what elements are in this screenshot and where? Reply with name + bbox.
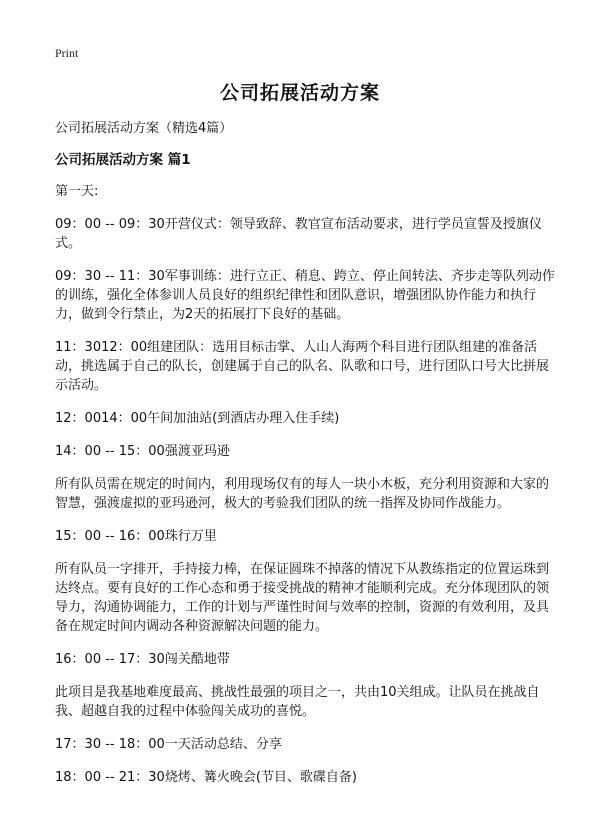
document-body bbox=[55, 119, 555, 801]
document-subtitle: 公司拓展活动方案（精选4篇） bbox=[55, 121, 233, 136]
page-title: 公司拓展活动方案 bbox=[219, 82, 380, 104]
paragraph-bonfire: 18：00 -- 21：30烧烤、篝火晚会(节目、歌碟自备) bbox=[55, 770, 357, 785]
paragraph-challenge-heading: 16：00 -- 17：30闯关酷地带 bbox=[55, 652, 230, 667]
paragraph-military-training: 09：30 -- 11：30军事训练：进行立正、稍息、跨立、停止间转法、齐步走等队列动作的训练，强化全体参训人员良好的组织纪律性和团队意识，增强团队协作能力和执行力，做到令行禁止，为2天的拓展打下良好的基础。 bbox=[55, 269, 555, 322]
paragraph-opening-ceremony: 09：00 -- 09：30开营仪式：领导致辞、教官宣布活动要求，进行学员宣誓及授旗仪式。 bbox=[55, 217, 542, 251]
paragraph-beads-description: 所有队员一字排开，手持接力棒，在保证圆珠不掉落的情况下从教练指定的位置运珠到达终点。要有良好的工作心态和勇于接受挑战的精神才能顺利完成。充分体现团队的领导力，沟通协调能力，工作的计划与严谨性时间与效率的控制，资源的有效利用，及具备在规定时间内调动各种资源解决问题的能力。 bbox=[55, 562, 550, 634]
paragraph-amazon-description: 所有队员需在规定的时间内，利用现场仅有的每人一块小木板，充分利用资源和大家的智慧，强渡虚拟的亚玛逊河，极大的考验我们团队的统一指挥及协同作战能力。 bbox=[55, 477, 550, 511]
paragraph-beads-heading: 15：00 -- 16：00珠行万里 bbox=[55, 529, 217, 544]
print-link[interactable]: Print bbox=[55, 46, 79, 60]
paragraph-lunch-break: 12：0014：00午间加油站(到酒店办理入住手续) bbox=[55, 411, 340, 426]
paragraph-team-building: 11：3012：00组建团队：选用目标击掌、人山人海两个科目进行团队组建的准备活动，挑选属于自己的队长，创建属于自己的队名、队歌和口号，进行团队口号大比拼展示活动。 bbox=[55, 340, 550, 393]
paragraph-day-label: 第一天: bbox=[55, 184, 99, 199]
paragraph-challenge-description: 此项目是我基地难度最高、挑战性最强的项目之一，共由10关组成。让队员在挑战自我、超越自我的过程中体验闯关成功的喜悦。 bbox=[55, 685, 540, 719]
paragraph-summary: 17：30 -- 18：00一天活动总结、分享 bbox=[55, 737, 282, 752]
paragraph-amazon-heading: 14：00 -- 15：00强渡亚玛逊 bbox=[55, 444, 230, 459]
section-heading: 公司拓展活动方案 篇1 bbox=[55, 152, 191, 168]
